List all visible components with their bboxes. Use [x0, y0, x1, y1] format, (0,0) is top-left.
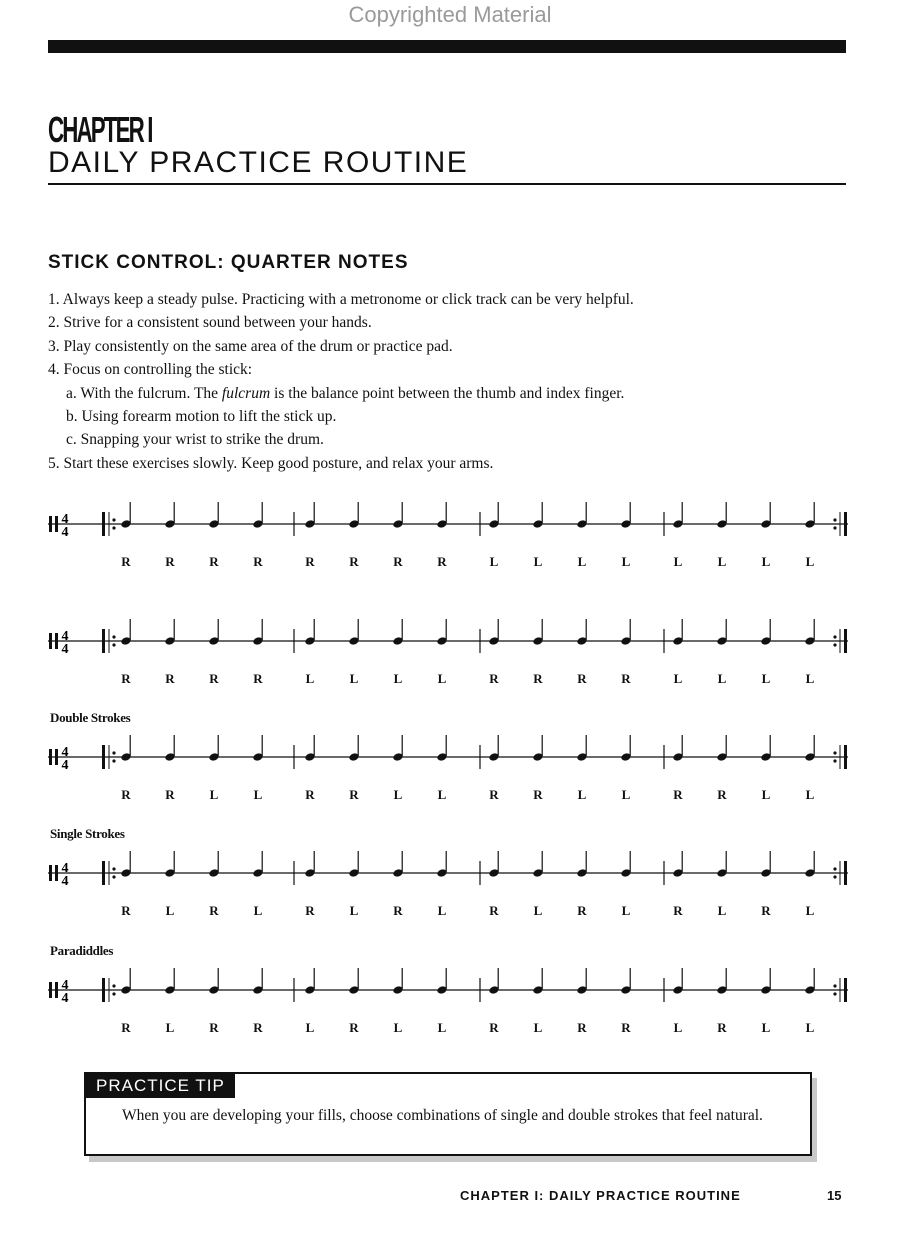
repeat-dot	[112, 867, 115, 870]
repeat-dot	[833, 643, 836, 646]
instruction-item: a. With the fulcrum. The fulcrum is the balance point between the thumb and index finger.	[66, 385, 625, 402]
repeat-dot	[833, 984, 836, 987]
sticking-letter: L	[717, 671, 727, 686]
staff-paradiddles	[48, 968, 854, 1048]
page-number: 15	[827, 1188, 842, 1203]
sticking-letter: L	[577, 787, 587, 802]
practice-tip-heading: PRACTICE TIP	[86, 1074, 235, 1098]
start-repeat-barline	[102, 861, 105, 885]
repeat-dot	[833, 759, 836, 762]
sticking-letter: R	[209, 554, 219, 569]
time-signature-bottom: 4	[61, 991, 69, 1006]
instruction-item: 3. Play consistently on the same area of the drum or practice pad.	[48, 338, 453, 355]
sticking-letter: L	[805, 671, 815, 686]
copyright-watermark: Copyrighted Material	[348, 2, 552, 27]
percussion-clef	[55, 982, 58, 998]
sticking-letter: R	[305, 903, 315, 918]
staff-single-strokes	[48, 851, 854, 931]
percussion-clef	[49, 865, 52, 881]
sticking-letter: L	[437, 1020, 447, 1035]
repeat-dot	[112, 526, 115, 529]
sticking-letter: R	[349, 787, 359, 802]
staff-label-double-strokes: Double Strokes	[50, 710, 131, 725]
time-signature-top: 4	[61, 745, 69, 760]
sticking-letter: R	[673, 903, 683, 918]
sticking-letter: R	[209, 671, 219, 686]
repeat-dot	[833, 518, 836, 521]
sticking-letter: L	[533, 554, 543, 569]
instruction-item: c. Snapping your wrist to strike the drum.	[66, 431, 324, 448]
sticking-letter: L	[761, 1020, 771, 1035]
sticking-letter: R	[305, 787, 315, 802]
sticking-letter: R	[533, 787, 543, 802]
staff-notation	[48, 851, 854, 931]
repeat-dot	[833, 751, 836, 754]
sticking-letter: L	[437, 671, 447, 686]
sticking-letter: R	[209, 903, 219, 918]
staff-notation	[48, 968, 854, 1048]
time-signature-bottom: 4	[61, 758, 69, 773]
sticking-letter: R	[349, 554, 359, 569]
sticking-letter: R	[121, 671, 131, 686]
sticking-letter: L	[577, 554, 587, 569]
sticking-letter: R	[393, 554, 403, 569]
sticking-letter: L	[805, 1020, 815, 1035]
sticking-letter: R	[489, 787, 499, 802]
sticking-letter: L	[761, 671, 771, 686]
section-title: STICK CONTROL: QUARTER NOTES	[48, 252, 409, 273]
sticking-letter: L	[253, 787, 263, 802]
sticking-letter: R	[621, 671, 631, 686]
repeat-dot	[112, 518, 115, 521]
sticking-letter: R	[577, 671, 587, 686]
sticking-letter: R	[349, 1020, 359, 1035]
end-repeat-barline	[844, 745, 847, 769]
instruction-item: 1. Always keep a steady pulse. Practicing with a metronome or click track can be very helpful.	[48, 291, 634, 308]
sticking-letter: R	[121, 787, 131, 802]
sticking-letter: L	[673, 554, 683, 569]
sticking-letter: R	[533, 671, 543, 686]
sticking-letter: L	[621, 787, 631, 802]
sticking-letter: R	[577, 903, 587, 918]
staff-notation	[48, 619, 854, 699]
start-repeat-barline	[102, 745, 105, 769]
staff-exercise-1	[48, 502, 854, 582]
repeat-dot	[833, 992, 836, 995]
chapter-label: CHAPTER I	[48, 109, 152, 150]
sticking-letter: L	[533, 903, 543, 918]
sticking-letter: L	[437, 903, 447, 918]
repeat-dot	[112, 759, 115, 762]
percussion-clef	[55, 633, 58, 649]
start-repeat-barline	[102, 512, 105, 536]
repeat-dot	[833, 867, 836, 870]
end-repeat-barline	[844, 629, 847, 653]
header-bar	[48, 40, 846, 53]
sticking-letter: R	[437, 554, 447, 569]
staff-label-paradiddles: Paradiddles	[50, 943, 114, 958]
sticking-letter: R	[253, 554, 263, 569]
sticking-letter: L	[673, 671, 683, 686]
sticking-letter: R	[253, 1020, 263, 1035]
sticking-letter: R	[209, 1020, 219, 1035]
sticking-letter: R	[305, 554, 315, 569]
practice-tip-text: When you are developing your fills, choose combinations of single and double strokes that feel natural.	[122, 1107, 763, 1124]
sticking-letter: L	[805, 787, 815, 802]
sticking-letter: L	[533, 1020, 543, 1035]
staff-notation	[48, 735, 854, 815]
sticking-letter: L	[489, 554, 499, 569]
sticking-letter: R	[577, 1020, 587, 1035]
staff-notation	[48, 502, 854, 582]
sticking-letter: R	[165, 671, 175, 686]
time-signature-bottom: 4	[61, 874, 69, 889]
sticking-letter: R	[165, 554, 175, 569]
sticking-letter: L	[253, 903, 263, 918]
sticking-letter: L	[393, 1020, 403, 1035]
percussion-clef	[49, 516, 52, 532]
sticking-letter: L	[673, 1020, 683, 1035]
time-signature-bottom: 4	[61, 642, 69, 657]
sticking-letter: R	[761, 903, 771, 918]
sticking-letter: L	[437, 787, 447, 802]
time-signature-top: 4	[61, 978, 69, 993]
repeat-dot	[112, 751, 115, 754]
sticking-letter: R	[673, 787, 683, 802]
chapter-rule	[48, 183, 846, 185]
staff-label-single-strokes: Single Strokes	[50, 826, 125, 841]
instruction-item: 2. Strive for a consistent sound between your hands.	[48, 314, 372, 331]
sticking-letter: R	[121, 1020, 131, 1035]
instruction-item: b. Using forearm motion to lift the stick up.	[66, 408, 337, 425]
sticking-letter: L	[805, 903, 815, 918]
sticking-letter: L	[717, 903, 727, 918]
sticking-letter: R	[393, 903, 403, 918]
sticking-letter: R	[121, 554, 131, 569]
repeat-dot	[112, 984, 115, 987]
percussion-clef	[55, 865, 58, 881]
sticking-letter: L	[717, 554, 727, 569]
instruction-item: 5. Start these exercises slowly. Keep good posture, and relax your arms.	[48, 455, 494, 472]
percussion-clef	[49, 633, 52, 649]
start-repeat-barline	[102, 629, 105, 653]
time-signature-top: 4	[61, 629, 69, 644]
repeat-dot	[112, 992, 115, 995]
sticking-letter: R	[165, 787, 175, 802]
percussion-clef	[55, 749, 58, 765]
repeat-dot	[833, 526, 836, 529]
percussion-clef	[49, 982, 52, 998]
sticking-letter: L	[209, 787, 219, 802]
sticking-letter: R	[489, 671, 499, 686]
sticking-letter: R	[121, 903, 131, 918]
percussion-clef	[49, 749, 52, 765]
percussion-clef	[55, 516, 58, 532]
sticking-letter: L	[761, 554, 771, 569]
practice-tip-box	[84, 1072, 812, 1156]
sticking-letter: R	[621, 1020, 631, 1035]
sticking-letter: L	[393, 787, 403, 802]
sticking-letter: L	[165, 1020, 175, 1035]
instruction-item: 4. Focus on controlling the stick:	[48, 361, 253, 378]
repeat-dot	[833, 875, 836, 878]
repeat-dot	[112, 875, 115, 878]
sticking-letter: L	[621, 554, 631, 569]
sticking-letter: L	[349, 671, 359, 686]
end-repeat-barline	[844, 512, 847, 536]
sticking-letter: R	[717, 787, 727, 802]
end-repeat-barline	[844, 978, 847, 1002]
footer-running-title: CHAPTER I: DAILY PRACTICE ROUTINE	[460, 1188, 741, 1203]
time-signature-bottom: 4	[61, 525, 69, 540]
staff-exercise-2	[48, 619, 854, 699]
sticking-letter: L	[165, 903, 175, 918]
staff-double-strokes	[48, 735, 854, 815]
sticking-letter: R	[489, 903, 499, 918]
sticking-letter: L	[349, 903, 359, 918]
sticking-letter: L	[621, 903, 631, 918]
repeat-dot	[833, 635, 836, 638]
sticking-letter: L	[761, 787, 771, 802]
end-repeat-barline	[844, 861, 847, 885]
chapter-title: DAILY PRACTICE ROUTINE	[48, 146, 469, 179]
time-signature-top: 4	[61, 512, 69, 527]
start-repeat-barline	[102, 978, 105, 1002]
sticking-letter: R	[253, 671, 263, 686]
time-signature-top: 4	[61, 861, 69, 876]
repeat-dot	[112, 643, 115, 646]
sticking-letter: L	[305, 671, 315, 686]
sticking-letter: L	[305, 1020, 315, 1035]
sticking-letter: R	[489, 1020, 499, 1035]
repeat-dot	[112, 635, 115, 638]
sticking-letter: L	[805, 554, 815, 569]
sticking-letter: R	[717, 1020, 727, 1035]
sticking-letter: L	[393, 671, 403, 686]
